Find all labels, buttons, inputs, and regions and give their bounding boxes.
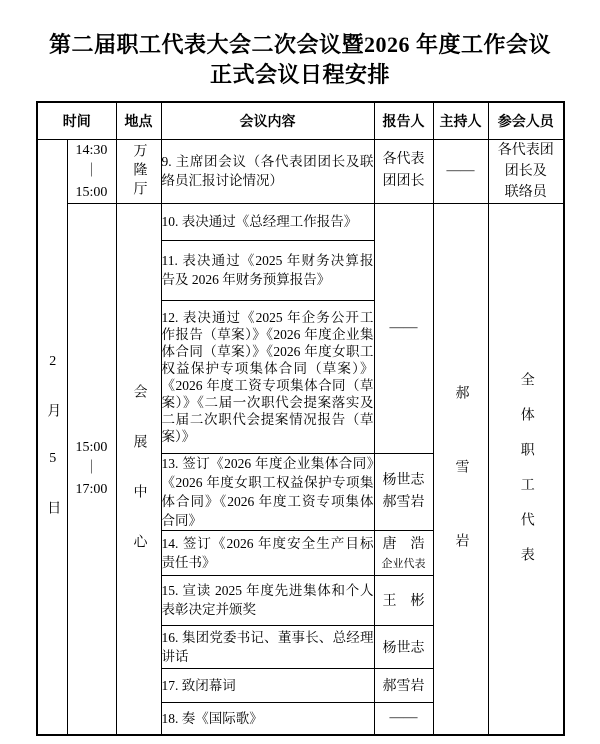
schedule-table [36,101,565,736]
session2-location-label: 会展中心 [131,384,147,585]
title-line-1: 第二届职工代表大会二次会议暨2026 年度工作会议 [48,32,551,57]
session2-location-cell [116,203,161,735]
table-row [37,139,564,203]
host-cell-session2 [433,203,488,735]
session1-location-cell [116,139,161,203]
agenda-item-16: 16. 集团党委书记、董事长、总经理讲话 [161,625,374,668]
header-location: 地点 [116,102,161,139]
agenda-item-11: 11. 表决通过《2025 年财务决算报告及 2026 年财务预算报告》 [161,240,374,300]
reporter-line: 杨世志 [382,472,425,488]
session2-time-cell [67,203,116,735]
agenda-item-18: 18. 奏《国际歌》 [161,702,374,735]
reporter-cell-18: —— [374,702,433,735]
reporter-name: 唐 浩 [382,536,425,552]
agenda-item-15: 15. 宣读 2025 年度先进集体和个人表彰决定并颁奖 [161,575,374,625]
header-participants: 参会人员 [488,102,564,139]
agenda-item-9: 9. 主席团会议（各代表团团长及联络员汇报讨论情况） [161,139,374,203]
reporter-cell-10-12: —— [374,203,433,453]
participants-line: 联络员 [504,184,547,200]
agenda-item-10: 10. 表决通过《总经理工作报告》 [161,203,374,240]
document-title [0,30,600,90]
participants-line: 团长及 [504,163,547,179]
header-reporter: 报告人 [374,102,433,139]
session1-time-cell [67,139,116,203]
title-line-2: 正式会议日程安排 [209,62,390,87]
participants-cell-session1 [488,139,564,203]
header-time: 时间 [37,102,116,139]
agenda-item-13: 13. 签订《2026 年度企业集体合同》《2026 年度女职工权益保护专项集体合同》《2026 年度工资专项集体合同》 [161,453,374,530]
session2-time-start: 15:00 [75,440,108,456]
time-separator: ｜ [84,461,99,477]
header-host: 主持人 [433,102,488,139]
reporter-cell-14 [374,530,433,575]
agenda-item-12: 12. 表决通过《2025 年企务公开工作报告（草案）》《2026 年度企业集体合同（草案）》《2026 年度女职工权益保护专项集体合同（草案）》《2026 年度工资专项集体合同（草案）》《二届一次职代会提案落实及二届二次职代会提案情况报告（草案）》 [161,300,374,453]
reporter-cell-15: 王 彬 [374,575,433,625]
reporter-line: 郝雪岩 [382,494,425,510]
date-cell [37,139,67,735]
date-label: 2月5日 [45,354,61,549]
table-row [37,203,564,240]
host-cell-session1: —— [433,139,488,203]
agenda-item-17: 17. 致闭幕词 [161,668,374,702]
session1-location-label: 万隆厅 [131,142,147,200]
session2-time-end: 17:00 [75,482,108,498]
reporter-cell-9 [374,139,433,203]
participants-label: 全体职工代表 [518,371,534,582]
reporter-line: 各代表 [382,152,425,167]
session1-time-start: 14:30 [75,142,108,158]
participants-line: 各代表团 [497,142,554,158]
header-content: 会议内容 [161,102,374,139]
reporter-line: 团团长 [382,174,425,189]
session1-time-end: 15:00 [75,184,108,200]
time-separator: ｜ [84,163,99,179]
agenda-item-14: 14. 签订《2026 年度安全生产目标责任书》 [161,530,374,575]
participants-cell-session2 [488,203,564,735]
reporter-cell-16: 杨世志 [374,625,433,668]
reporter-cell-13 [374,453,433,530]
reporter-cell-17: 郝雪岩 [374,668,433,702]
host-name: 郝雪岩 [453,385,469,608]
reporter-role: 企业代表 [381,557,426,570]
header-row [37,102,564,139]
